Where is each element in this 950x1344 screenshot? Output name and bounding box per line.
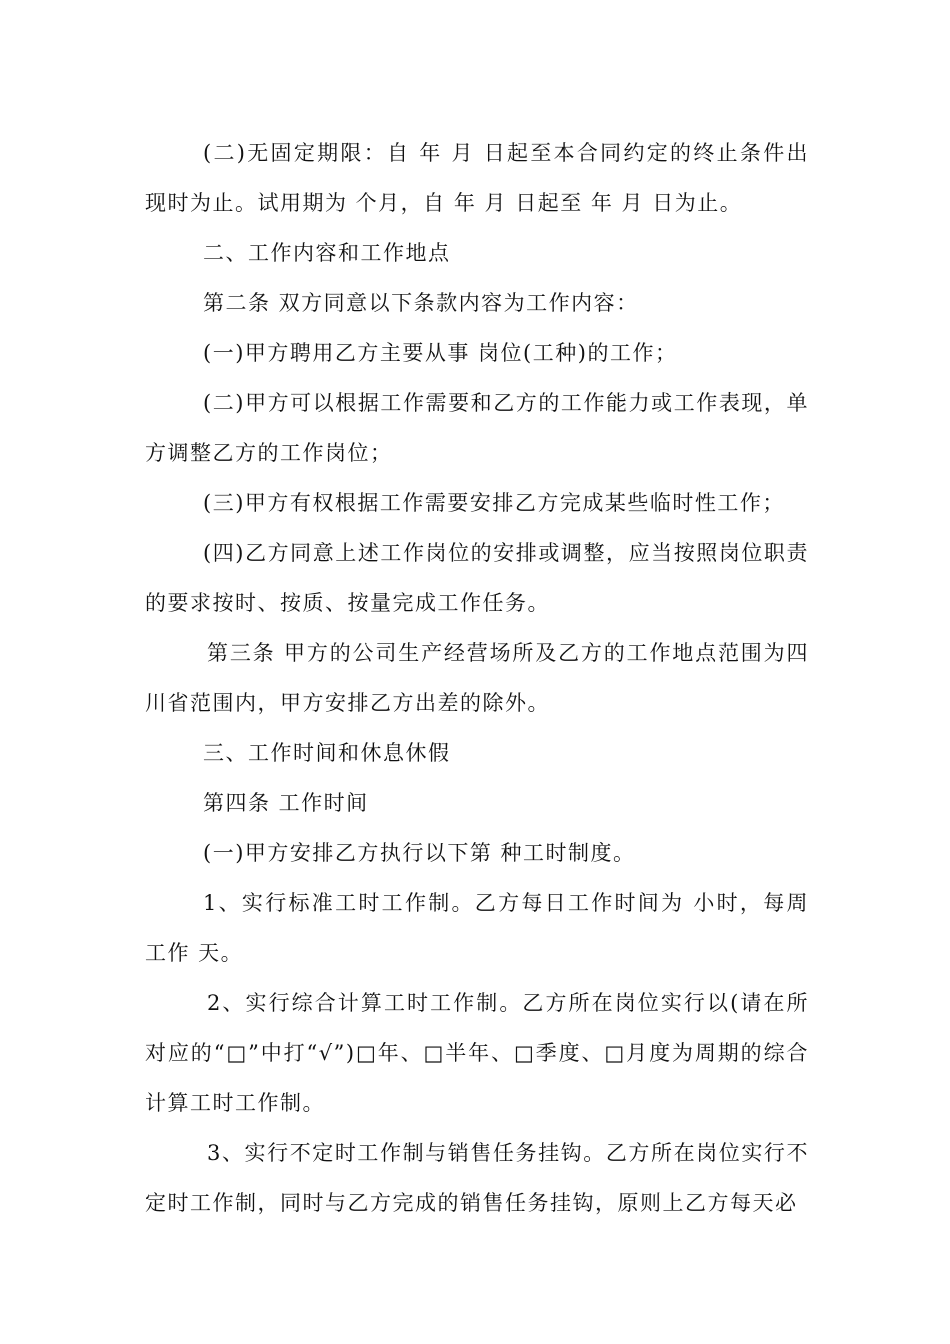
article-4-heading: 第四条 工作时间 xyxy=(203,791,369,815)
article-2-item-2: (二)甲方可以根据工作需要和乙方的工作能力或工作表现，单方调整乙方的工作岗位； xyxy=(145,391,809,465)
article-2-item-4: (四)乙方同意上述工作岗位的安排或调整，应当按照岗位职责的要求按时、按质、按量完成工作任务。 xyxy=(145,541,809,615)
article-2-heading: 第二条 双方同意以下条款内容为工作内容： xyxy=(203,291,639,315)
article-2-item-3: (三)甲方有权根据工作需要安排乙方完成某些临时性工作； xyxy=(203,491,785,515)
flexible-hours-clause: 3、实行不定时工作制与销售任务挂钩。乙方所在岗位实行不定时工作制，同时与乙方完成的销售任务挂钩，原则上乙方每天必 xyxy=(145,1141,809,1215)
paragraph-fixed-term: (二)无固定期限：自 年 月 日起至本合同约定的终止条件出现时为止。试用期为 个月，自 年 月 日起至 年 月 日为止。 xyxy=(145,141,809,215)
contract-body xyxy=(145,128,809,1228)
section-heading-work-hours: 三、工作时间和休息休假 xyxy=(203,741,451,765)
comprehensive-hours-clause: 2、实行综合计算工时工作制。乙方所在岗位实行以(请在所对应的“□”中打“√”)□年、□半年、□季度、□月度为周期的综合计算工时工作制。 xyxy=(145,991,809,1115)
standard-hours-clause: 1、实行标准工时工作制。乙方每日工作时间为 小时，每周工作 天。 xyxy=(145,891,809,965)
section-heading-work-content: 二、工作内容和工作地点 xyxy=(203,241,451,265)
article-2-item-1: (一)甲方聘用乙方主要从事 岗位(工种)的工作； xyxy=(203,341,678,365)
article-4-item-1: (一)甲方安排乙方执行以下第 种工时制度。 xyxy=(203,841,636,865)
article-3: 第三条 甲方的公司生产经营场所及乙方的工作地点范围为四川省范围内，甲方安排乙方出差的除外。 xyxy=(145,641,809,715)
